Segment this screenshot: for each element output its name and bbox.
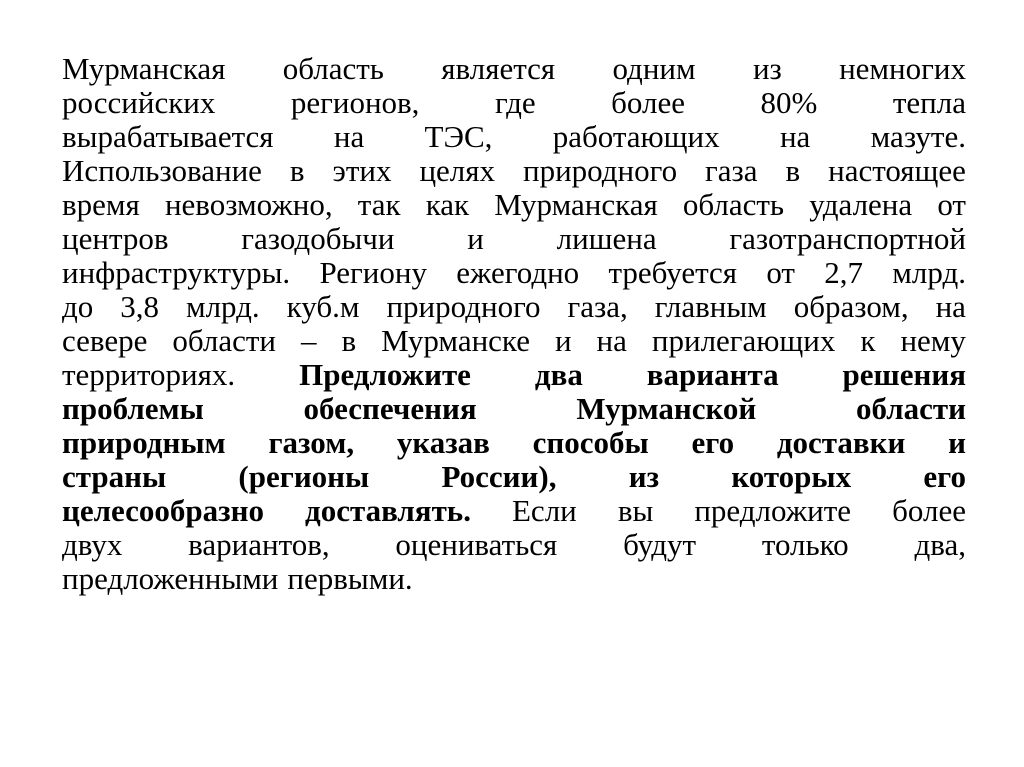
word: к [860, 323, 876, 358]
bold-word: и [948, 425, 966, 460]
word: газотранспортной [729, 221, 966, 256]
word: до [62, 289, 94, 324]
word: область [282, 51, 384, 86]
word: работающих [552, 119, 720, 154]
word: одним [612, 51, 696, 86]
word: газа, [567, 289, 628, 324]
word: центров [62, 221, 169, 256]
text-line [62, 86, 966, 120]
word: млрд. [185, 289, 260, 324]
word: более [892, 493, 966, 528]
bold-word: (регионы [238, 459, 370, 494]
bold-word: газом, [268, 425, 355, 460]
bold-word: его [923, 459, 966, 494]
word: время [62, 187, 140, 222]
word: два, [914, 527, 966, 562]
word: так [357, 187, 401, 222]
word: млрд. [892, 255, 966, 290]
word: регионов, [290, 85, 420, 120]
bold-word: области [856, 391, 966, 426]
word: и [554, 323, 572, 358]
bold-word: варианта [646, 357, 779, 392]
word: первыми. [287, 561, 413, 596]
text-line [62, 154, 966, 188]
text-line [62, 324, 966, 358]
bold-word: проблемы [62, 391, 204, 426]
word: в [289, 153, 305, 188]
word: вариантов, [188, 527, 330, 562]
text-line [62, 562, 966, 596]
word: вырабатывается [62, 119, 274, 154]
word: Мурманская [494, 187, 658, 222]
word: Мурманске [381, 323, 530, 358]
text-line [62, 222, 966, 256]
word: целях [419, 153, 496, 188]
word: Использование [62, 153, 262, 188]
word: природного [386, 289, 541, 324]
bold-word: которых [731, 459, 852, 494]
word: 3,8 [120, 289, 159, 324]
word: удалена [809, 187, 913, 222]
word: тепла [892, 85, 966, 120]
word: нему [900, 323, 966, 358]
bold-word: способы [532, 425, 649, 460]
text-line [62, 358, 966, 392]
word: настоящее [828, 153, 966, 188]
word: Региону [319, 255, 427, 290]
word: немногих [839, 51, 966, 86]
word: 2,7 [824, 255, 863, 290]
word: будут [623, 527, 697, 562]
word: газодобычи [241, 221, 395, 256]
text-line [62, 528, 966, 562]
bold-word: решения [842, 357, 966, 392]
bold-word: доставки [776, 425, 906, 460]
word: этих [332, 153, 392, 188]
word: и [467, 221, 484, 256]
bold-word: Предложите [299, 357, 471, 392]
word: в [785, 153, 801, 188]
word: – [300, 323, 317, 358]
bold-word: природным [62, 425, 226, 460]
text-line [62, 52, 966, 86]
word: образом, [793, 289, 909, 324]
word: где [494, 85, 536, 120]
bold-word: Мурманской [576, 391, 757, 426]
bold-word: целесообразно [62, 493, 264, 528]
word: на [596, 323, 627, 358]
word: требуется [608, 255, 738, 290]
word: российских [62, 85, 216, 120]
word: территориях. [62, 357, 236, 392]
text-line [62, 494, 966, 528]
word: на [779, 119, 811, 154]
text-line [62, 256, 966, 290]
word: от [937, 187, 966, 222]
word: природного [522, 153, 678, 188]
word: севере [62, 323, 148, 358]
text-line [62, 290, 966, 324]
word: невозможно, [164, 187, 333, 222]
word: куб.м [286, 289, 360, 324]
word: мазуте. [870, 119, 966, 154]
text-line [62, 460, 966, 494]
word: Мурманская [62, 51, 226, 86]
word: вы [617, 493, 654, 528]
word: является [441, 51, 556, 86]
word: лишена [556, 221, 657, 256]
word: 80% [760, 85, 818, 120]
bold-word: его [691, 425, 735, 460]
bold-word: доставлять. [305, 493, 471, 528]
bold-word: два [534, 357, 583, 392]
word: прилегающих [651, 323, 836, 358]
word: ТЭС, [424, 119, 493, 154]
bold-word: обеспечения [303, 391, 477, 426]
word: область [682, 187, 785, 222]
word: только [761, 527, 849, 562]
word: более [611, 85, 685, 120]
word: газа [705, 153, 758, 188]
task-text-paragraph [62, 52, 966, 596]
word: оцениваться [395, 527, 558, 562]
word: как [425, 187, 470, 222]
word: в [341, 323, 357, 358]
word: из [752, 51, 782, 86]
text-line [62, 426, 966, 460]
bold-word: указав [396, 425, 490, 460]
bold-word: из [628, 459, 660, 494]
word: ежегодно [456, 255, 580, 290]
text-line [62, 392, 966, 426]
text-line [62, 120, 966, 154]
word: инфраструктуры. [62, 255, 291, 290]
word: главным [654, 289, 767, 324]
text-line [62, 188, 966, 222]
bold-word: страны [62, 459, 167, 494]
word: двух [62, 527, 123, 562]
word: на [333, 119, 365, 154]
bold-word: России), [441, 459, 557, 494]
word: от [766, 255, 795, 290]
word: области [172, 323, 276, 358]
word: Если [512, 493, 577, 528]
word: предложите [694, 493, 852, 528]
word: на [935, 289, 966, 324]
word: предложенными [62, 561, 279, 596]
